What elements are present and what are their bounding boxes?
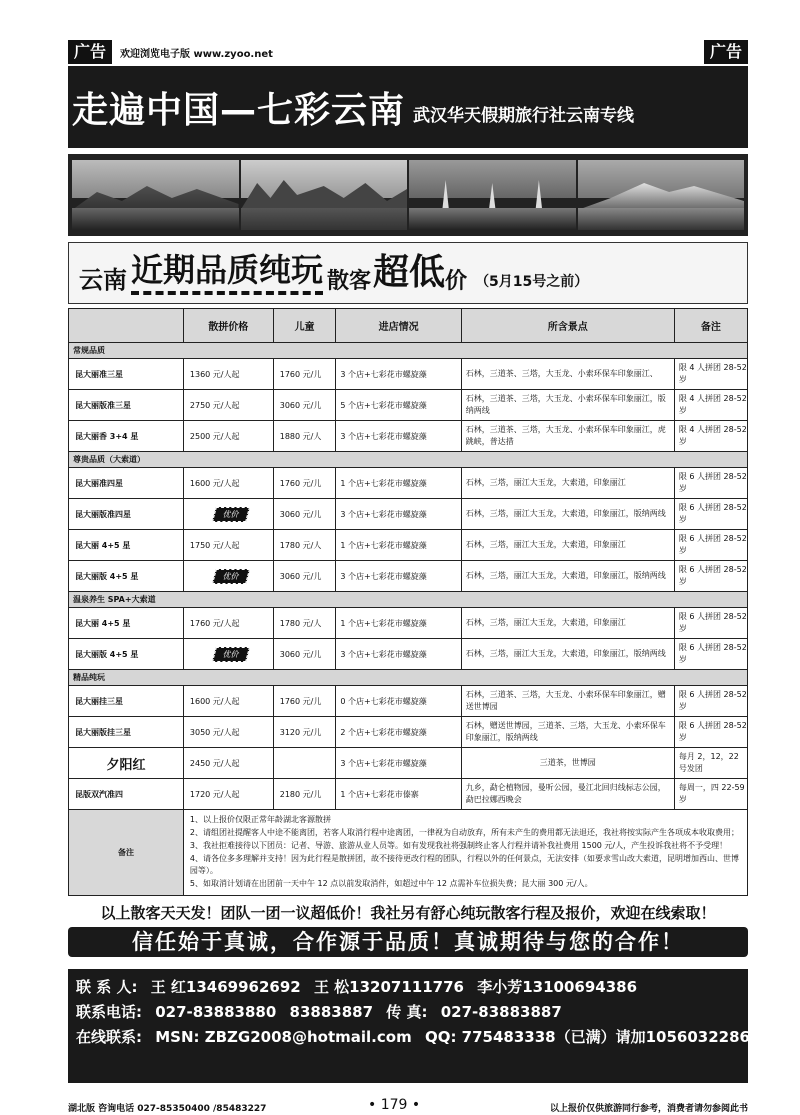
remark-item: 3、我社拒难接待以下团员：记者、导游、旅游从业人员等。如有发现我社将强制终止客人行程并请补我社费用 1500 元/人，产生投诉我社将不予受理！ [189, 841, 728, 850]
shop-cell: 1 个店+七彩花市螺旋藻 [336, 530, 461, 561]
site-text: 欢迎浏览电子版 www.zyoo.net [120, 49, 273, 60]
table-header-row [69, 309, 748, 343]
contact-msn: MSN: ZBZG2008@hotmail.com [155, 1028, 412, 1046]
promo-headline [68, 242, 748, 304]
sights-cell: 石林，三道茶、三塔，大玉龙、小索环保车印象丽江、 [461, 359, 674, 390]
scenery-photo-strip [68, 154, 748, 236]
headline-part-b: 近期品质纯玩 [131, 245, 323, 295]
price-cell [183, 499, 273, 530]
contact-phone: 027-83883880 [155, 1003, 277, 1021]
contact-people-line [76, 975, 740, 1000]
header-top-bar [68, 40, 748, 66]
advertisement-page [68, 40, 748, 1115]
route-name: 昆大丽准四星 [69, 468, 184, 499]
sights-cell: 石林，三塔，丽江大玉龙，大索道，印象丽江，版纳两线 [461, 561, 674, 592]
special-price-badge: 优价 [212, 569, 250, 584]
price-cell: 1600 元/人起 [183, 468, 273, 499]
contact-phone-line [76, 1000, 740, 1025]
table-header: 所含景点 [461, 309, 674, 343]
table-header [69, 309, 184, 343]
route-name: 夕阳红 [69, 748, 184, 779]
shop-cell: 1 个店+七彩花市傣寨 [336, 779, 461, 810]
section-row [69, 452, 748, 468]
route-name: 昆大丽版准四星 [69, 499, 184, 530]
note-cell: 限 6 人拼团 28-52 岁 [674, 561, 747, 592]
scenery-photo-snow-mountain [578, 160, 745, 230]
table-row [69, 608, 748, 639]
child-price-cell: 1760 元/儿 [273, 359, 336, 390]
title-banner [68, 66, 748, 148]
ad-label-right: 广告 [704, 40, 748, 64]
child-price-cell [273, 748, 336, 779]
table-header: 儿童 [273, 309, 336, 343]
child-price-cell: 1880 元/人 [273, 421, 336, 452]
note-cell: 限 6 人拼团 28-52 岁 [674, 499, 747, 530]
shop-cell: 0 个店+七彩花市螺旋藻 [336, 686, 461, 717]
price-cell: 2750 元/人起 [183, 390, 273, 421]
note-cell: 每月 2，12，22 号发团 [674, 748, 747, 779]
price-cell: 2500 元/人起 [183, 421, 273, 452]
shop-cell: 1 个店+七彩花市螺旋藻 [336, 608, 461, 639]
contact-people-label: 联 系 人: [76, 978, 138, 996]
page-number: • 179 • [368, 1097, 421, 1113]
sights-cell: 石林，三塔，丽江大玉龙，大索道，印象丽江 [461, 608, 674, 639]
table-row [69, 390, 748, 421]
table-body [69, 343, 748, 810]
note-cell: 限 4 人拼团 28-52 岁 [674, 421, 747, 452]
table-row [69, 686, 748, 717]
footer-left-text: 湖北版 咨询电话 027-85350400 /85483227 [68, 1104, 267, 1114]
footer-right-text: 以上报价仅供旅游同行参考，消费者请勿参阅此书 [549, 1104, 748, 1114]
contact-online-line [76, 1025, 750, 1050]
price-cell: 1720 元/人起 [183, 779, 273, 810]
route-name: 昆大丽版挂三星 [69, 717, 184, 748]
note-cell: 限 6 人拼团 28-52 岁 [674, 608, 747, 639]
sights-cell: 石林，三道茶、三塔，大玉龙、小索环保车印象丽江，赠送世博园 [461, 686, 674, 717]
table-row [69, 359, 748, 390]
section-title: 尊贵品质（大索道） [69, 452, 748, 468]
page-title: 走遍中国—七彩云南 [72, 89, 406, 131]
price-cell: 1600 元/人起 [183, 686, 273, 717]
note-cell: 限 6 人拼团 28-52 岁 [674, 639, 747, 670]
note-cell: 限 6 人拼团 28-52 岁 [674, 468, 747, 499]
headline-part-a: 云南 [79, 266, 127, 294]
sights-cell: 石林，三道茶、三塔，大玉龙、小索环保车印象丽江，版纳两线 [461, 390, 674, 421]
sights-cell: 石林，三塔，丽江大玉龙，大索道，印象丽江 [461, 530, 674, 561]
table-row [69, 468, 748, 499]
contact-person: 王 松13207111776 [313, 978, 464, 996]
price-cell: 1360 元/人起 [183, 359, 273, 390]
child-price-cell: 3060 元/儿 [273, 499, 336, 530]
page-subtitle: 武汉华天假期旅行社云南专线 [413, 105, 635, 126]
contact-person: 王 红13469962692 [150, 978, 301, 996]
contact-fax: 027-83883887 [440, 1003, 562, 1021]
section-title: 精品纯玩 [69, 670, 748, 686]
contact-phone: 83883887 [289, 1003, 374, 1021]
section-row [69, 592, 748, 608]
note-cell: 限 6 人拼团 28-52 岁 [674, 686, 747, 717]
child-price-cell: 3060 元/儿 [273, 390, 336, 421]
table-row [69, 499, 748, 530]
shop-cell: 5 个店+七彩花市螺旋藻 [336, 390, 461, 421]
child-price-cell: 1780 元/人 [273, 530, 336, 561]
table-row [69, 530, 748, 561]
note-cell: 每周一，四 22-59 岁 [674, 779, 747, 810]
price-cell: 1750 元/人起 [183, 530, 273, 561]
sights-cell: 石林，三塔，丽江大玉龙，大索道，印象丽江，版纳两线 [461, 639, 674, 670]
shop-cell: 3 个店+七彩花市螺旋藻 [336, 748, 461, 779]
shop-cell: 2 个店+七彩花市螺旋藻 [336, 717, 461, 748]
shop-cell: 3 个店+七彩花市螺旋藻 [336, 561, 461, 592]
price-cell: 3050 元/人起 [183, 717, 273, 748]
shop-cell: 3 个店+七彩花市螺旋藻 [336, 499, 461, 530]
table-row [69, 421, 748, 452]
remark-item: 1、以上报价仅限正常年龄湖北客源散拼 [189, 815, 331, 824]
sights-cell: 石林，三道茶、三塔，大玉龙、小索环保车印象丽江，虎跳峡，普达措 [461, 421, 674, 452]
headline-date: （5月15号之前） [475, 274, 589, 290]
headline-part-d: 超低 [373, 252, 446, 293]
route-name: 昆大丽版准三星 [69, 390, 184, 421]
remarks-label: 备注 [69, 810, 184, 896]
shop-cell: 3 个店+七彩花市螺旋藻 [336, 421, 461, 452]
child-price-cell: 1760 元/儿 [273, 468, 336, 499]
scenery-photo-stone-forest [241, 160, 408, 230]
shop-cell: 1 个店+七彩花市螺旋藻 [336, 468, 461, 499]
price-cell [183, 561, 273, 592]
ad-label-left: 广告 [68, 40, 112, 64]
table-row [69, 561, 748, 592]
price-cell: 1760 元/人起 [183, 608, 273, 639]
price-cell: 2450 元/人起 [183, 748, 273, 779]
table-row [69, 748, 748, 779]
route-name: 昆大丽版 4+5 星 [69, 561, 184, 592]
table-header: 进店情况 [336, 309, 461, 343]
table-row [69, 717, 748, 748]
contact-qq: QQ: 775483338（已满）请加1056032286 [424, 1028, 750, 1046]
child-price-cell: 3060 元/儿 [273, 561, 336, 592]
table-row [69, 779, 748, 810]
remark-item: 4、请各位多多理解并支持！因为此行程是散拼团，故不接待更改行程的团队，行程以外的任何景点，无法安排（如要求雪山改大索道，昆明增加西山、世博园等）。 [189, 854, 739, 875]
sights-cell: 石林，赠送世博园，三道茶、三塔，大玉龙、小索环保车印象丽江，版纳两线 [461, 717, 674, 748]
route-name: 昆大丽准三星 [69, 359, 184, 390]
child-price-cell: 3120 元/儿 [273, 717, 336, 748]
headline-part-c: 散客 [327, 269, 372, 294]
remarks-row [69, 810, 748, 896]
contact-person: 李小芳13100694386 [477, 978, 638, 996]
route-name: 昆大丽版 4+5 星 [69, 639, 184, 670]
contact-phone-label: 联系电话: [76, 1003, 142, 1021]
remark-item: 2、请组团社提醒客人中途不能离团，若客人取消行程中途离团，一律视为自动放弃，所有未产生的费用都无法退还，我社将按实际产生各项成本收取费用； [189, 828, 739, 837]
special-price-badge: 优价 [212, 507, 250, 522]
shop-cell: 3 个店+七彩花市螺旋藻 [336, 639, 461, 670]
child-price-cell: 3060 元/儿 [273, 639, 336, 670]
special-price-badge: 优价 [212, 647, 250, 662]
headline-part-e: 价 [445, 269, 468, 294]
section-title: 温泉养生 SPA+大索道 [69, 592, 748, 608]
table-header: 备注 [674, 309, 747, 343]
scenery-photo-three-pagodas [409, 160, 576, 230]
child-price-cell: 2180 元/儿 [273, 779, 336, 810]
route-name: 昆大丽香 3+4 星 [69, 421, 184, 452]
shop-cell: 3 个店+七彩花市螺旋藻 [336, 359, 461, 390]
note-cell: 限 6 人拼团 28-52 岁 [674, 717, 747, 748]
section-title: 常规品质 [69, 343, 748, 359]
sights-cell: 九乡，勐仑植物园，曼听公园，曼江北回归线标志公园，勐巴拉娜西晚会 [461, 779, 674, 810]
child-price-cell: 1780 元/人 [273, 608, 336, 639]
note-cell: 限 4 人拼团 28-52 岁 [674, 390, 747, 421]
sights-cell: 石林，三塔，丽江大玉龙，大索道，印象丽江 [461, 468, 674, 499]
remark-item: 5、如取消计划请在出团前一天中午 12 点以前发取消件，如超过中午 12 点需补车位损失费；昆大丽 300 元/人。 [189, 879, 593, 888]
remarks-body [183, 810, 747, 896]
contact-block [68, 969, 748, 1083]
section-row [69, 670, 748, 686]
note-cell: 限 6 人拼团 28-52 岁 [674, 530, 747, 561]
tour-price-table [68, 308, 748, 896]
slogan-line-2: 信任始于真诚，合作源于品质！真诚期待与您的合作！ [68, 927, 748, 957]
route-name: 昆大丽 4+5 星 [69, 608, 184, 639]
route-name: 昆大丽挂三星 [69, 686, 184, 717]
note-cell: 限 4 人拼团 28-52 岁 [674, 359, 747, 390]
contact-online-label: 在线联系: [76, 1028, 142, 1046]
sights-cell: 石林，三塔，丽江大玉龙，大索道，印象丽江，版纳两线 [461, 499, 674, 530]
child-price-cell: 1760 元/儿 [273, 686, 336, 717]
sights-cell: 三道茶，世博园 [461, 748, 674, 779]
scenery-photo-mountain-lake [72, 160, 239, 230]
route-name: 昆大丽 4+5 星 [69, 530, 184, 561]
table-row [69, 639, 748, 670]
slogan-line-1: 以上散客天天发！团队一团一议超低价！我社另有舒心纯玩散客行程及报价，欢迎在线索取！ [100, 904, 716, 922]
price-cell [183, 639, 273, 670]
contact-fax-label: 传 真: [386, 1003, 428, 1021]
section-row [69, 343, 748, 359]
route-name: 昆版双汽准四 [69, 779, 184, 810]
table-header: 散拼价格 [183, 309, 273, 343]
